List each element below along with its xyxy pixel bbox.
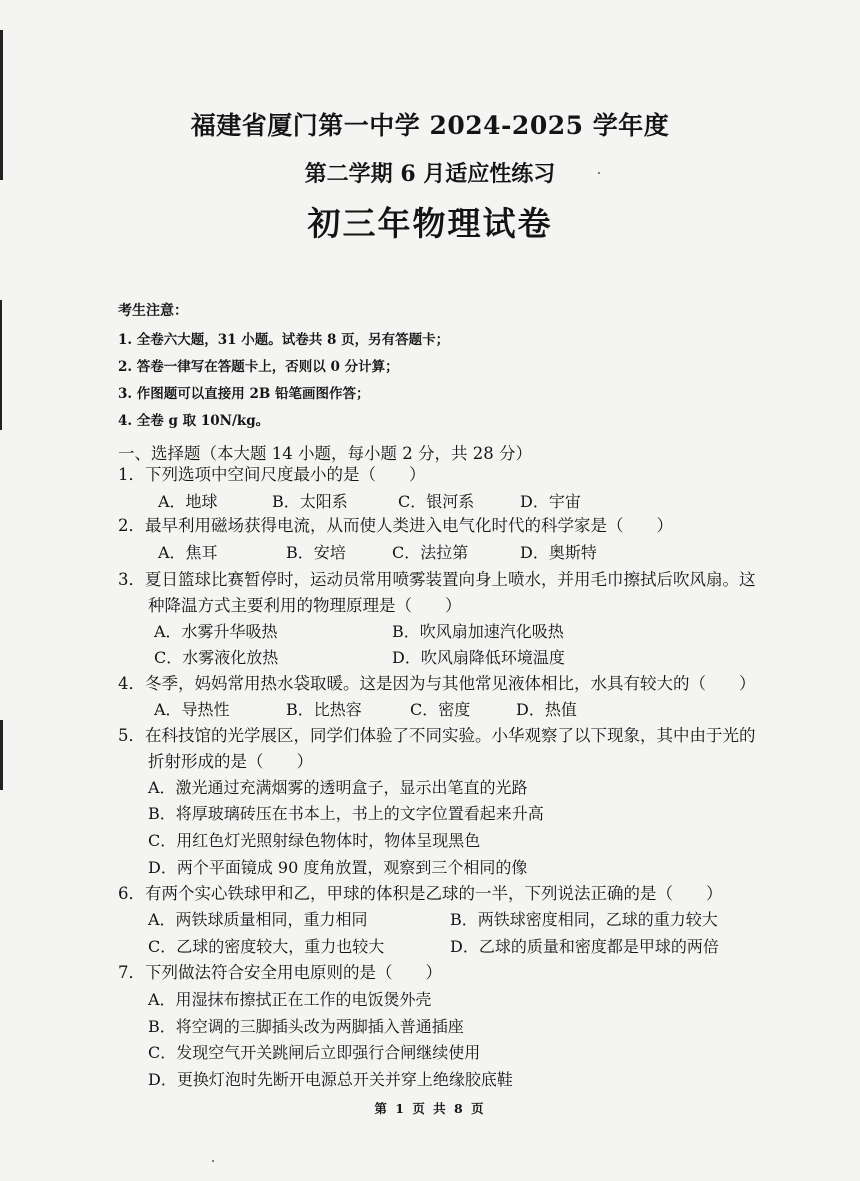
notice-heading: 考生注意： [118,303,188,319]
section-heading: 一、选择题（本大题 14 小题，每小题 2 分，共 28 分） [118,444,532,463]
question-stem: 5．在科技馆的光学展区，同学们体验了不同实验。小华观察了以下现象，其中由于光的 [118,726,756,745]
option-d: D．宇宙 [520,492,581,511]
option-c: C．发现空气开关跳闸后立即强行合闸继续使用 [148,1043,481,1062]
question-stem: 6．有两个实心铁球甲和乙，甲球的体积是乙球的一半，下列说法正确的是（ ） [118,884,723,903]
option-a: A．激光通过充满烟雾的透明盒子，显示出笔直的光路 [148,778,528,797]
option-b: B．安培 [286,543,346,562]
question-stem-continued: 折射形成的是（ ） [148,752,313,771]
option-d: D．两个平面镜成 90 度角放置，观察到三个相同的像 [148,858,528,877]
exam-title: 初三年物理试卷 [307,204,553,243]
candidate-notice [118,300,449,437]
option-a: A．地球 [158,492,218,511]
option-b: B．比热容 [286,700,362,719]
option-c: C．水雾液化放热 [154,648,279,667]
option-c: C．密度 [410,700,471,719]
option-c: C．用红色灯光照射绿色物体时，物体呈现黑色 [148,831,481,850]
question-stem: 1．下列选项中空间尺度最小的是（ ） [118,465,426,484]
option-b: B．吹风扇加速汽化吸热 [392,622,564,641]
option-a: A．用湿抹布擦拭正在工作的电饭煲外壳 [148,990,432,1009]
page-number: 第 1 页 共 8 页 [374,1101,486,1116]
question-stem-continued: 种降温方式主要利用的物理原理是（ ） [148,596,462,615]
scan-speck [212,1160,214,1162]
question-stem: 2．最早利用磁场获得电流，从而使人类进入电气化时代的科学家是（ ） [118,516,673,535]
option-b: B．将厚玻璃砖压在书本上，书上的文字位置看起来升高 [148,804,544,823]
exam-subtitle: 第二学期 6 月适应性练习 [304,161,556,187]
option-a: A．焦耳 [158,543,218,562]
question-stem: 4．冬季，妈妈常用热水袋取暖。这是因为与其他常见液体相比，水具有较大的（ ） [118,674,756,693]
option-b: B．两铁球密度相同，乙球的重力较大 [450,910,718,929]
option-d: D．吹风扇降低环境温度 [392,648,565,667]
option-b: B．太阳系 [272,492,348,511]
option-b: B．将空调的三脚插头改为两脚插入普通插座 [148,1017,464,1036]
option-a: A．两铁球质量相同，重力相同 [148,910,368,929]
option-c: C．银河系 [398,492,475,511]
option-d: D．乙球的质量和密度都是甲球的两倍 [450,937,719,956]
scan-edge-mark [0,720,3,790]
scan-edge-mark [0,300,2,430]
option-d: D．更换灯泡时先断开电源总开关并穿上绝缘胶底鞋 [148,1070,513,1089]
option-c: C．法拉第 [392,543,469,562]
option-a: A．导热性 [154,700,230,719]
option-a: A．水雾升华吸热 [154,622,278,641]
notice-item: 4. 全卷 g 取 10N/kg。 [118,413,270,429]
notice-item: 2. 答卷一律写在答题卡上，否则以 0 分计算； [118,359,399,375]
notice-item: 1. 全卷六大题，31 小题。试卷共 8 页，另有答题卡； [118,332,450,348]
option-c: C．乙球的密度较大，重力也较大 [148,937,385,956]
school-title: 福建省厦门第一中学 2024-2025 学年度 [190,111,670,140]
question-stem: 3．夏日篮球比赛暂停时，运动员常用喷雾装置向身上喷水，并用毛巾擦拭后吹风扇。这 [118,570,756,589]
option-d: D．奥斯特 [520,543,597,562]
question-stem: 7．下列做法符合安全用电原则的是（ ） [118,963,442,982]
option-d: D．热值 [516,700,577,719]
notice-item: 3. 作图题可以直接用 2B 铅笔画图作答； [118,386,370,402]
